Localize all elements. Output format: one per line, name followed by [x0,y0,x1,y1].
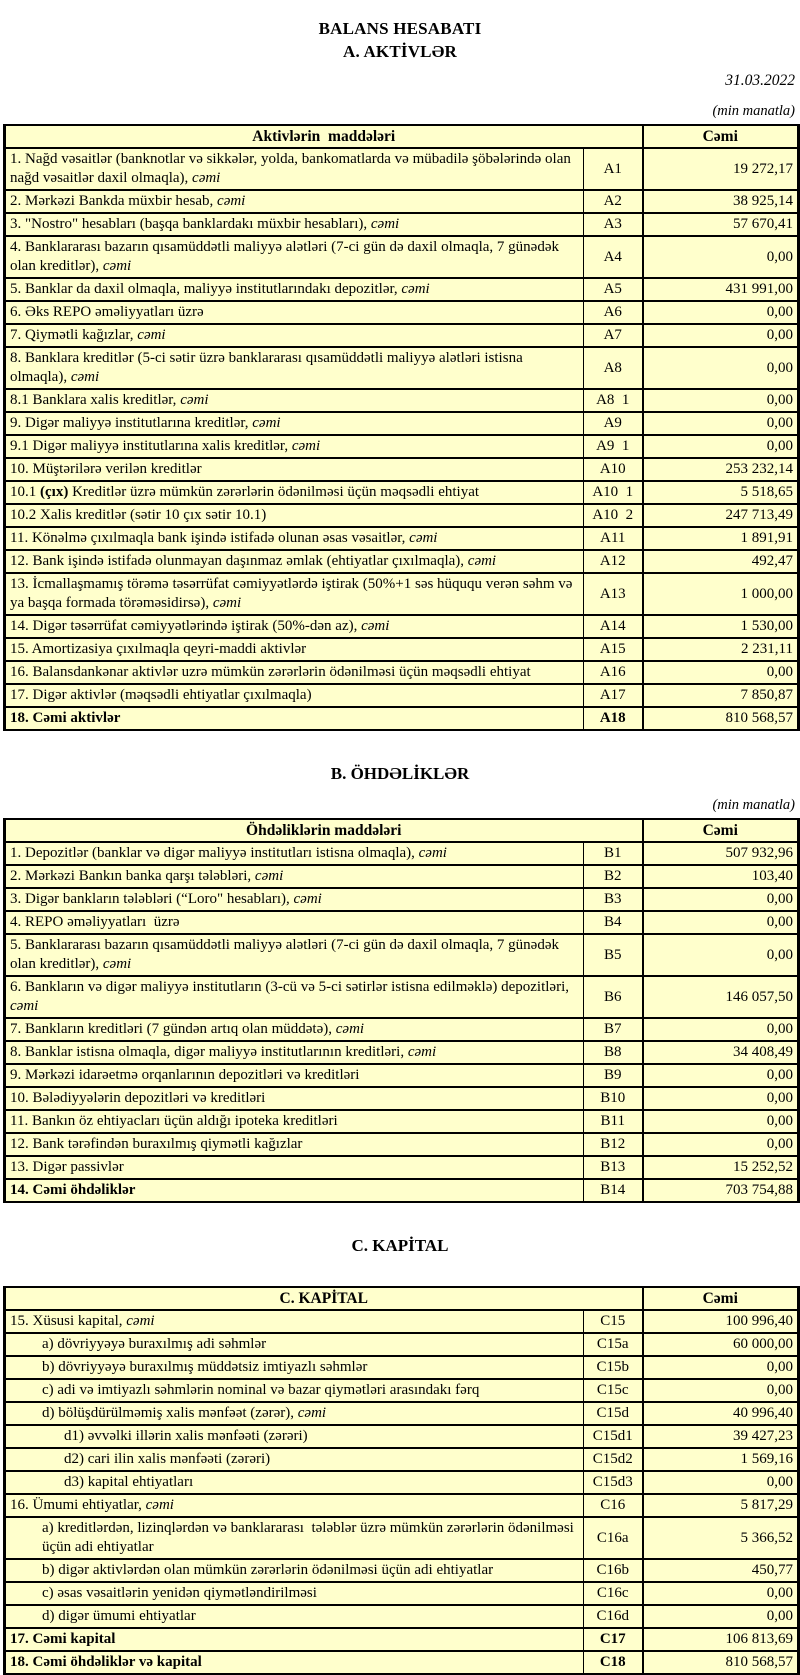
assets-table [3,124,800,731]
row-code: B4 [584,911,643,934]
row-value: 5 817,29 [643,1494,799,1517]
row-code: C16 [584,1494,643,1517]
table-row [5,1517,799,1559]
row-label: 2. Mərkəzi Bankın banka qarşı tələbləri, cəmi [5,865,584,888]
row-code: C16c [584,1582,643,1605]
row-label: 16. Balansdankənar aktivlər uzrə mümkün zərərlərin ödənilməsi üçün məqsədli ehtiyat [5,661,584,684]
column-header-items: C. KAPİTAL [5,1287,643,1310]
column-header-items: Öhdəliklərin maddələri [5,819,643,842]
row-value: 0,00 [643,1471,799,1494]
row-code: C15d2 [584,1448,643,1471]
row-value: 57 670,41 [643,213,799,236]
row-value: 0,00 [643,324,799,347]
row-code: C16a [584,1517,643,1559]
table-row [5,1379,799,1402]
row-code: A10 1 [584,481,643,504]
row-code: C15 [584,1310,643,1333]
table-row [5,1651,799,1674]
row-label: 18. Cəmi öhdəliklər və kapital [5,1651,584,1674]
table-row [5,278,799,301]
row-label: 15. Xüsusi kapital, cəmi [5,1310,584,1333]
table-row [5,888,799,911]
row-value: 15 252,52 [643,1156,799,1179]
table-row [5,1310,799,1333]
row-code: A9 [584,412,643,435]
row-value: 0,00 [643,412,799,435]
row-value: 5 366,52 [643,1517,799,1559]
row-label: 10.2 Xalis kreditlər (sətir 10 çıx sətir 10.1) [5,504,584,527]
row-label: 14. Cəmi öhdəliklər [5,1179,584,1202]
row-value: 5 518,65 [643,481,799,504]
report-title: BALANS HESABATI [318,19,482,38]
table-row [5,1110,799,1133]
table-row [5,1133,799,1156]
row-label: d) bölüşdürülməmiş xalis mənfəət (zərər), cəmi [5,1402,584,1425]
row-label: 9. Mərkəzi idarəetmə orqanlarının depozitləri və kreditləri [5,1064,584,1087]
table-row [5,1179,799,1202]
row-code: A5 [584,278,643,301]
row-code: A10 [584,458,643,481]
row-value: 0,00 [643,888,799,911]
table-row [5,389,799,412]
row-value: 40 996,40 [643,1402,799,1425]
table-row [5,1041,799,1064]
row-label: d) digər ümumi ehtiyatlar [5,1605,584,1628]
table-row [5,661,799,684]
table-row [5,615,799,638]
column-header-total: Cəmi [643,1287,799,1310]
table-row [5,1448,799,1471]
row-code: C15a [584,1333,643,1356]
table-row [5,1156,799,1179]
row-value: 450,77 [643,1559,799,1582]
row-label: 14. Digər təsərrüfat cəmiyyətlərində iştirak (50%-dən az), cəmi [5,615,584,638]
capital-table [3,1286,800,1675]
row-label: 3. Digər bankların tələbləri (“Loro" hesabları), cəmi [5,888,584,911]
row-label: 12. Bank işində istifadə olunmayan daşınmaz əmlak (ehtiyatlar çıxılmaqla), cəmi [5,550,584,573]
table-row [5,842,799,865]
row-code: C15d3 [584,1471,643,1494]
row-label: 8. Banklara kreditlər (5-ci sətir üzrə banklararası qısamüddətli maliyyə alətləri istisna olmaqla), cəmi [5,347,584,389]
table-row [5,934,799,976]
table-row [5,684,799,707]
table-row [5,481,799,504]
row-value: 0,00 [643,911,799,934]
row-value: 0,00 [643,1064,799,1087]
row-value: 0,00 [643,661,799,684]
row-label: 11. Könəlmə çıxılmaqla bank işində istifadə olunan əsas vəsaitlər, cəmi [5,527,584,550]
row-label: 10. Müştərilərə verilən kreditlər [5,458,584,481]
table-row [5,573,799,615]
row-label: 10.1 (çıx) Kreditlər üzrə mümkün zərərlərin ödənilməsi üçün məqsədli ehtiyat [5,481,584,504]
row-label: 8. Banklar istisna olmaqla, digər maliyyə institutlarının kreditləri, cəmi [5,1041,584,1064]
row-code: B9 [584,1064,643,1087]
table-row [5,527,799,550]
row-label: 4. Banklararası bazarın qısamüddətli maliyyə alətləri (7-ci gün də daxil olmaqla, 7 günədək olan kreditlər), cəmi [5,236,584,278]
table-row [5,1471,799,1494]
row-label: 1. Depozitlər (banklar və digər maliyyə institutları istisna olmaqla), cəmi [5,842,584,865]
row-code: A12 [584,550,643,573]
unit-note: (min manatla) [712,103,795,119]
row-value: 0,00 [643,1018,799,1041]
row-label: 6. Bankların və digər maliyyə institutların (3-cü və 5-ci sətirlər istisna edilməklə) depozitləri, cəmi [5,976,584,1018]
table-row [5,435,799,458]
row-code: A8 1 [584,389,643,412]
table-row [5,1333,799,1356]
row-label: 17. Cəmi kapital [5,1628,584,1651]
row-label: 11. Bankın öz ehtiyacları üçün aldığı ipoteka kreditləri [5,1110,584,1133]
row-label: 16. Ümumi ehtiyatlar, cəmi [5,1494,584,1517]
row-code: A9 1 [584,435,643,458]
row-value: 0,00 [643,1110,799,1133]
row-code: A17 [584,684,643,707]
row-value: 0,00 [643,347,799,389]
table-row [5,1605,799,1628]
table-row [5,1425,799,1448]
row-code: A11 [584,527,643,550]
row-value: 0,00 [643,1356,799,1379]
row-code: B1 [584,842,643,865]
row-value: 38 925,14 [643,190,799,213]
row-value: 106 813,69 [643,1628,799,1651]
row-label: 17. Digər aktivlər (məqsədli ehtiyatlar çıxılmaqla) [5,684,584,707]
table-row [5,213,799,236]
row-label: 18. Cəmi aktivlər [5,707,584,730]
row-code: A2 [584,190,643,213]
row-value: 60 000,00 [643,1333,799,1356]
row-value: 0,00 [643,1087,799,1110]
row-code: C17 [584,1628,643,1651]
row-code: B7 [584,1018,643,1041]
row-code: A14 [584,615,643,638]
row-label: 2. Mərkəzi Bankda müxbir hesab, cəmi [5,190,584,213]
row-value: 431 991,00 [643,278,799,301]
row-label: 10. Bələdiyyələrin depozitləri və kreditləri [5,1087,584,1110]
row-code: A18 [584,707,643,730]
row-label: d2) cari ilin xalis mənfəəti (zərəri) [5,1448,584,1471]
table-row [5,148,799,190]
row-code: C15c [584,1379,643,1402]
row-code: C15b [584,1356,643,1379]
row-value: 1 530,00 [643,615,799,638]
table-row [5,976,799,1018]
table-header-row [5,125,799,148]
row-label: 7. Qiymətli kağızlar, cəmi [5,324,584,347]
row-label: c) adi və imtiyazlı səhmlərin nominal və bazar qiymətləri arasındakı fərq [5,1379,584,1402]
row-label: b) dövriyyəyə buraxılmış müddətsiz imtiyazlı səhmlər [5,1356,584,1379]
row-value: 703 754,88 [643,1179,799,1202]
table-row [5,1087,799,1110]
row-code: A16 [584,661,643,684]
row-label: 9. Digər maliyyə institutlarına kreditlər, cəmi [5,412,584,435]
row-label: 9.1 Digər maliyyə institutlarına xalis kreditlər, cəmi [5,435,584,458]
table-row [5,458,799,481]
row-value: 1 891,91 [643,527,799,550]
row-value: 0,00 [643,1582,799,1605]
row-code: A13 [584,573,643,615]
row-label: 8.1 Banklara xalis kreditlər, cəmi [5,389,584,412]
row-label: c) əsas vəsaitlərin yenidən qiymətləndirilməsi [5,1582,584,1605]
row-label: a) kreditlərdən, lizinqlərdən və banklararası tələblər üzrə mümkün zərərlərin ödənilməsi üçün adi ehtiyatlar [5,1517,584,1559]
row-code: B8 [584,1041,643,1064]
row-code: B5 [584,934,643,976]
table-row [5,347,799,389]
row-value: 810 568,57 [643,1651,799,1674]
row-code: A8 [584,347,643,389]
section-a-title: A. AKTİVLƏR [343,42,457,61]
row-value: 0,00 [643,1133,799,1156]
table-row [5,504,799,527]
row-code: A1 [584,148,643,190]
capital-section-title: C. KAPİTAL [351,1236,449,1255]
row-value: 253 232,14 [643,458,799,481]
row-code: A6 [584,301,643,324]
row-code: B3 [584,888,643,911]
row-code: B6 [584,976,643,1018]
row-label: 15. Amortizasiya çıxılmaqla qeyri-maddi aktivlər [5,638,584,661]
row-code: B13 [584,1156,643,1179]
row-value: 1 000,00 [643,573,799,615]
row-label: 6. Əks REPO əməliyyatları üzrə [5,301,584,324]
table-row [5,638,799,661]
table-row [5,236,799,278]
liabilities-table [3,818,800,1203]
row-label: 7. Bankların kreditləri (7 gündən artıq olan müddətə), cəmi [5,1018,584,1041]
tables-container [0,124,800,1675]
table-row [5,1494,799,1517]
row-value: 0,00 [643,934,799,976]
table-row [5,1356,799,1379]
table-row [5,1018,799,1041]
row-value: 0,00 [643,435,799,458]
row-code: A10 2 [584,504,643,527]
row-label: 1. Nağd vəsaitlər (banknotlar və sikkələr, yolda, bankomatlarda və mübadilə şöbələrində olan nağd vəsaitlər daxil olmaqla), cəmi [5,148,584,190]
table-row [5,412,799,435]
column-header-items: Aktivlərin maddələri [5,125,643,148]
row-value: 0,00 [643,1605,799,1628]
row-label: 5. Banklararası bazarın qısamüddətli maliyyə alətləri (7-ci gün də daxil olmaqla, 7 günədək olan kreditlər), cəmi [5,934,584,976]
liabilities-unit-note: (min manatla) [712,797,795,813]
row-code: A3 [584,213,643,236]
row-value: 810 568,57 [643,707,799,730]
row-value: 0,00 [643,236,799,278]
table-row [5,1628,799,1651]
table-row [5,190,799,213]
row-value: 100 996,40 [643,1310,799,1333]
row-value: 0,00 [643,1379,799,1402]
table-header-row [5,1287,799,1310]
row-code: A4 [584,236,643,278]
row-code: B14 [584,1179,643,1202]
table-row [5,865,799,888]
table-row [5,1582,799,1605]
row-label: 4. REPO əməliyyatları üzrə [5,911,584,934]
row-value: 103,40 [643,865,799,888]
row-value: 507 932,96 [643,842,799,865]
row-code: B11 [584,1110,643,1133]
row-code: A15 [584,638,643,661]
row-value: 1 569,16 [643,1448,799,1471]
row-code: A7 [584,324,643,347]
row-code: C18 [584,1651,643,1674]
row-value: 0,00 [643,389,799,412]
row-value: 247 713,49 [643,504,799,527]
table-header-row [5,819,799,842]
row-value: 19 272,17 [643,148,799,190]
table-row [5,324,799,347]
row-value: 0,00 [643,301,799,324]
row-label: a) dövriyyəyə buraxılmış adi səhmlər [5,1333,584,1356]
row-code: B12 [584,1133,643,1156]
table-row [5,301,799,324]
row-value: 34 408,49 [643,1041,799,1064]
row-code: C16d [584,1605,643,1628]
liabilities-section-title: B. ÖHDƏLİKLƏR [330,764,470,783]
row-label: 3. "Nostro" hesabları (başqa banklardakı müxbir hesabları), cəmi [5,213,584,236]
row-label: d3) kapital ehtiyatları [5,1471,584,1494]
row-code: B2 [584,865,643,888]
row-label: 5. Banklar da daxil olmaqla, maliyyə institutlarındakı depozitlər, cəmi [5,278,584,301]
row-code: C15d1 [584,1425,643,1448]
table-row [5,1064,799,1087]
table-row [5,911,799,934]
row-code: C16b [584,1559,643,1582]
table-row [5,1559,799,1582]
column-header-total: Cəmi [643,819,799,842]
table-row [5,550,799,573]
row-value: 492,47 [643,550,799,573]
row-label: b) digər aktivlərdən olan mümkün zərərlərin ödənilməsi üçün adi ehtiyatlar [5,1559,584,1582]
report-date: 31.03.2022 [725,72,795,89]
row-value: 7 850,87 [643,684,799,707]
column-header-total: Cəmi [643,125,799,148]
row-value: 39 427,23 [643,1425,799,1448]
row-code: B10 [584,1087,643,1110]
row-code: C15d [584,1402,643,1425]
row-value: 146 057,50 [643,976,799,1018]
table-row [5,1402,799,1425]
row-value: 2 231,11 [643,638,799,661]
row-label: d1) əvvəlki illərin xalis mənfəəti (zərəri) [5,1425,584,1448]
row-label: 12. Bank tərəfindən buraxılmış qiymətli kağızlar [5,1133,584,1156]
row-label: 13. İcmallaşmamış törəmə təsərrüfat cəmiyyətlərdə iştirak (50%+1 səs hüququ verən səhm və ya başqa formada törəməsidirsə), cəmi [5,573,584,615]
row-label: 13. Digər passivlər [5,1156,584,1179]
table-row [5,707,799,730]
